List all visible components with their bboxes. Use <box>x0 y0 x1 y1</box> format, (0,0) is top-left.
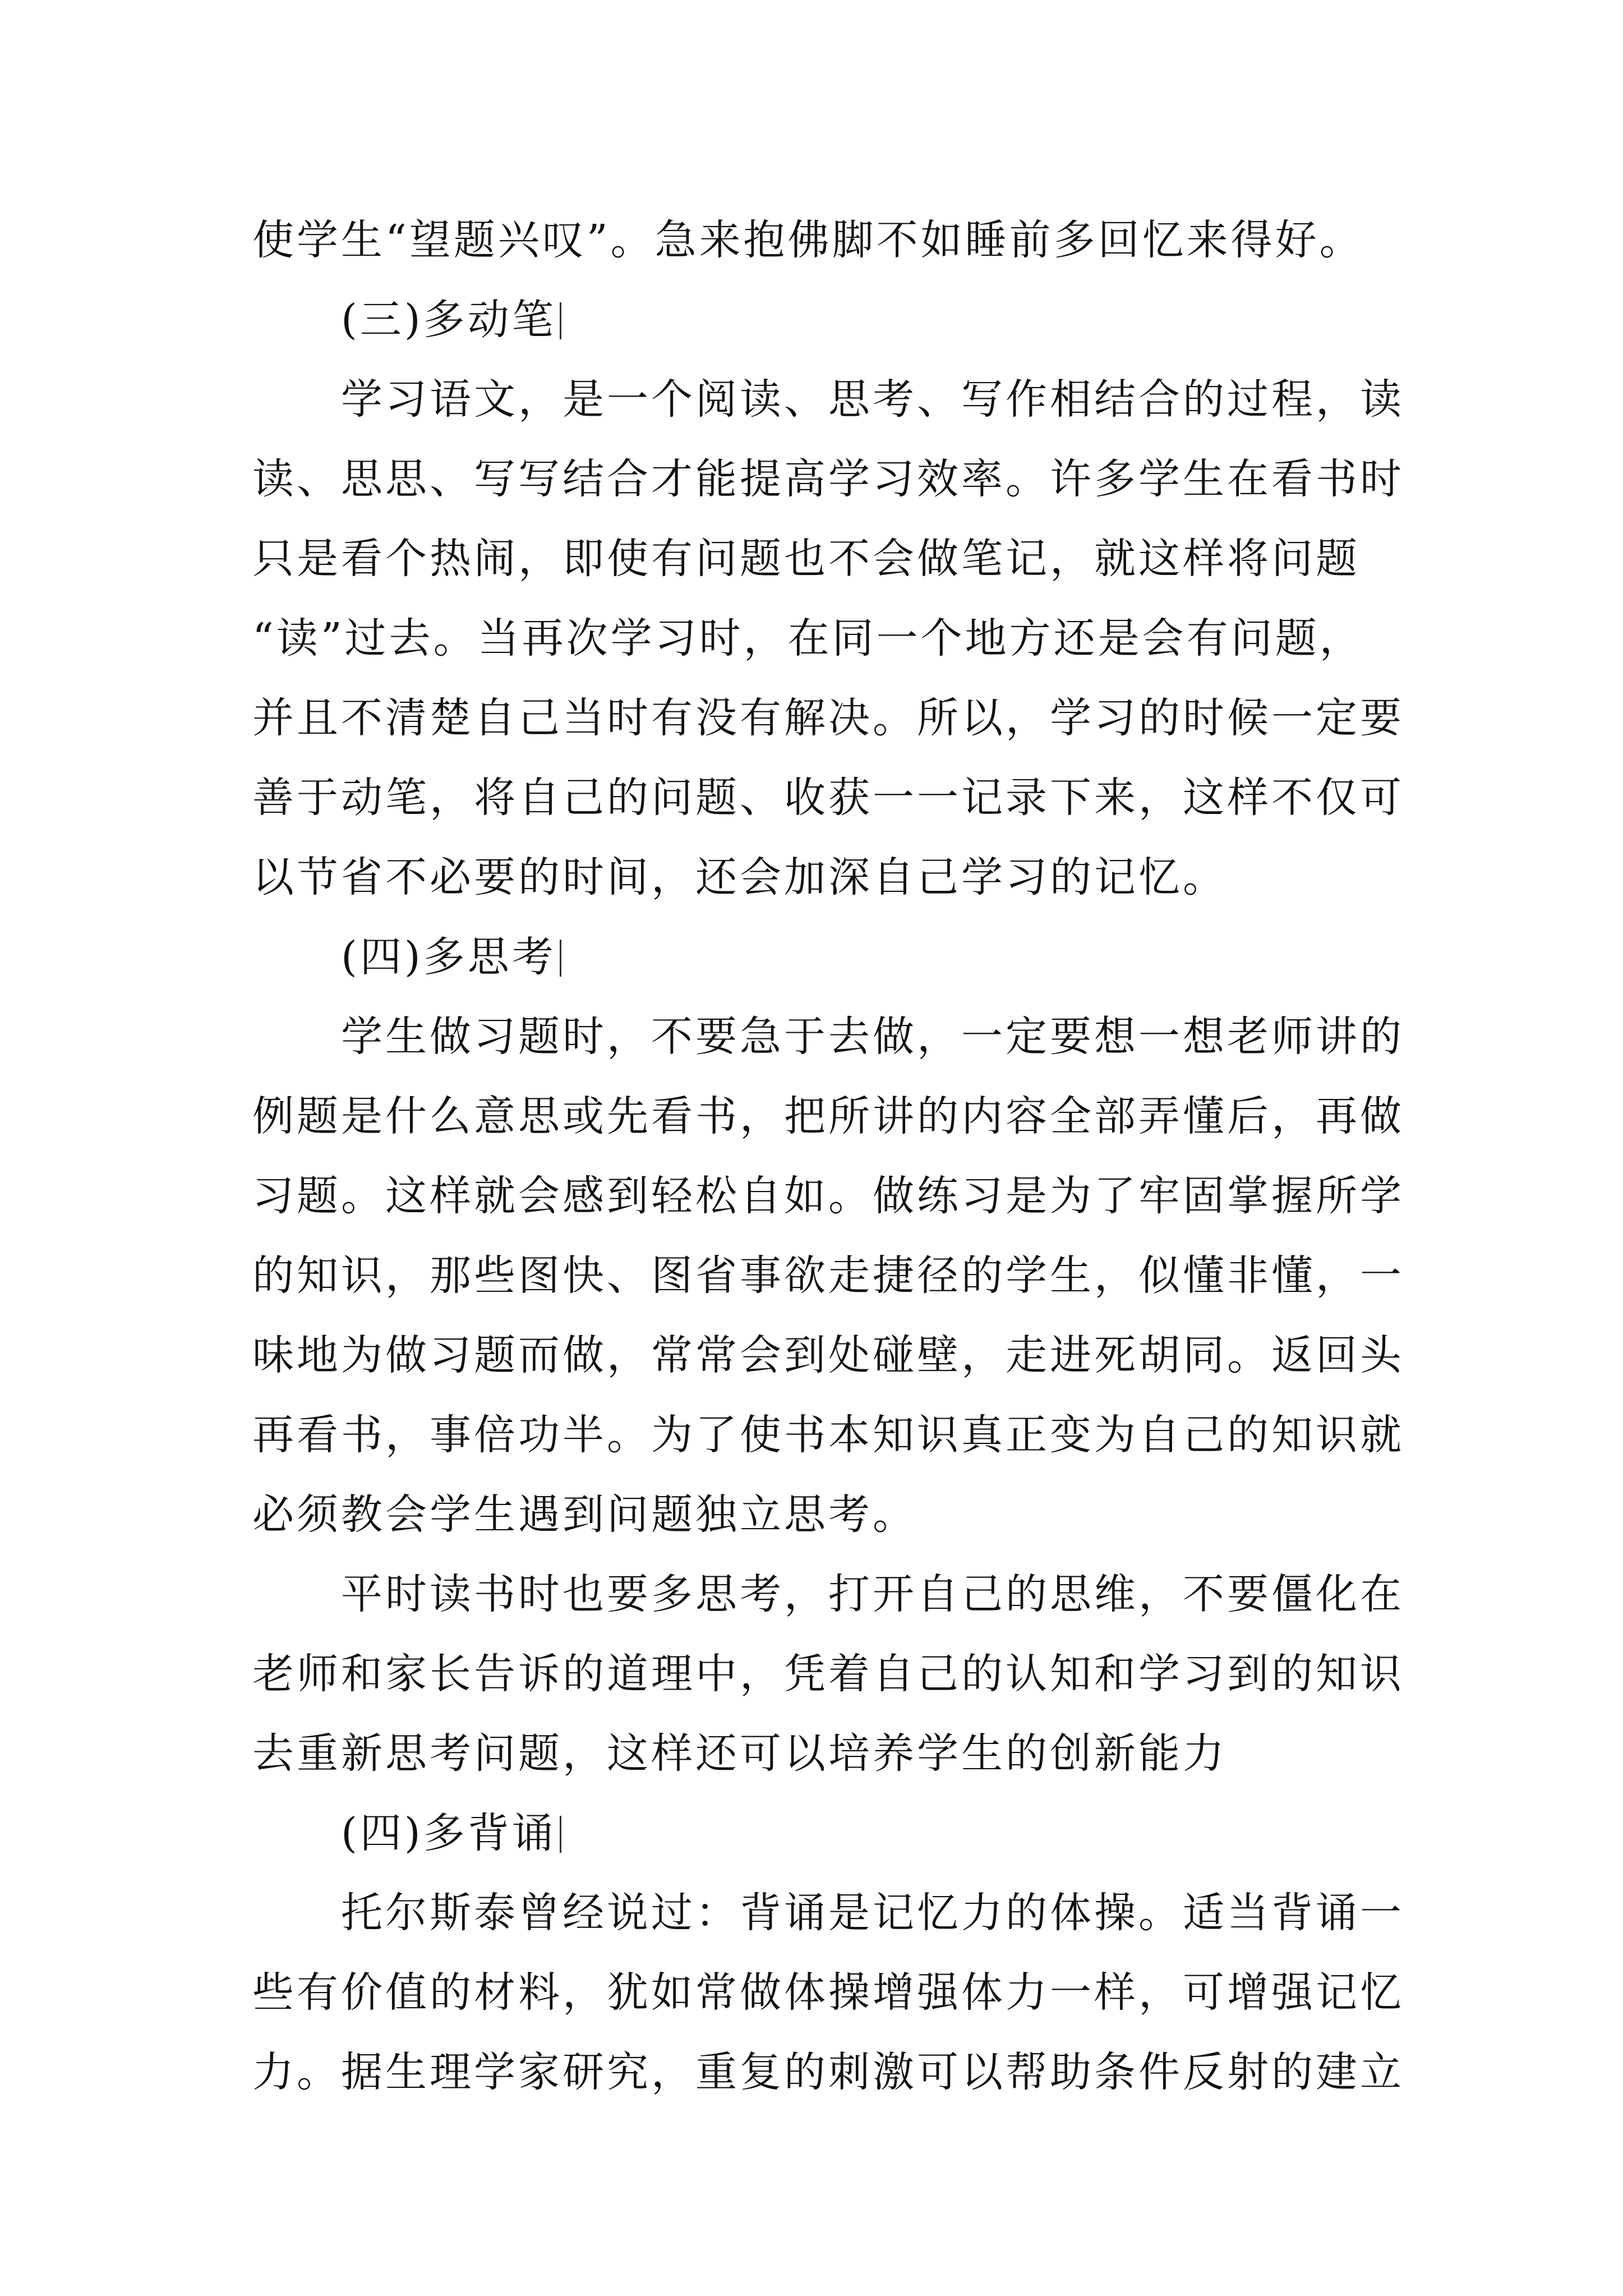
section-heading-text: (三)多动笔 <box>341 296 556 344</box>
body-line: 使学生“望题兴叹”。急来抱佛脚不如睡前多回忆来得好。 <box>252 216 1364 264</box>
body-line: 的知识，那些图快、图省事欲走捷径的学生，似懂非懂，一 <box>252 1251 1404 1300</box>
body-line: 学习语文，是一个阅读、思考、写作相结合的过程，读 <box>341 375 1404 424</box>
section-heading <box>252 1793 1380 1873</box>
heading-marker <box>560 302 561 339</box>
section-heading-text: (四)多背诵 <box>341 1809 556 1857</box>
body-line: 再看书，事倍功半。为了使书本知识真正变为自己的知识就 <box>252 1411 1404 1459</box>
body-line: 力。据生理学家研究，重复的刺激可以帮助条件反射的建立 <box>252 2048 1404 2096</box>
body-line: 平时读书时也要多思考，打开自己的思维，不要僵化在 <box>341 1570 1404 1618</box>
body-line: 并且不清楚自己当时有没有解决。所以，学习的时候一定要 <box>252 694 1404 742</box>
body-line: 善于动笔，将自己的问题、收获一一记录下来，这样不仅可 <box>252 774 1404 822</box>
body-line: 去重新思考问题，这样还可以培养学生的创新能力 <box>252 1729 1227 1778</box>
body-line: 只是看个热闹，即使有问题也不会做笔记，就这样将问题 <box>252 535 1360 583</box>
section-heading <box>252 280 1380 360</box>
body-line: 例题是什么意思或先看书，把所讲的内容全部弄懂后，再做 <box>252 1092 1404 1140</box>
body-line: 习题。这样就会感到轻松自如。做练习是为了牢固掌握所学 <box>252 1172 1404 1220</box>
body-line: 老师和家长告诉的道理中，凭着自己的认知和学习到的知识 <box>252 1650 1404 1698</box>
body-line: 学生做习题时，不要急于去做，一定要想一想老师讲的 <box>341 1013 1404 1061</box>
section-heading-text: (四)多思考 <box>341 933 556 981</box>
heading-marker <box>560 1816 561 1853</box>
heading-marker <box>560 940 561 977</box>
body-line: 味地为做习题而做，常常会到处碰壁，走进死胡同。返回头 <box>252 1331 1404 1379</box>
document-body <box>252 200 1404 2112</box>
body-line: 些有价值的材料，犹如常做体操增强体力一样，可增强记忆 <box>252 1968 1404 2017</box>
body-line: “读”过去。当再次学习时，在同一个地方还是会有问题， <box>252 614 1364 662</box>
body-line: 读、思思、写写结合才能提高学习效率。许多学生在看书时 <box>252 455 1404 503</box>
body-line: 托尔斯泰曾经说过：背诵是记忆力的体操。适当背诵一 <box>341 1889 1404 1937</box>
body-line: 必须教会学生遇到问题独立思考。 <box>252 1490 917 1539</box>
section-heading <box>252 917 1380 997</box>
body-line: 以节省不必要的时间，还会加深自己学习的记忆。 <box>252 853 1227 901</box>
